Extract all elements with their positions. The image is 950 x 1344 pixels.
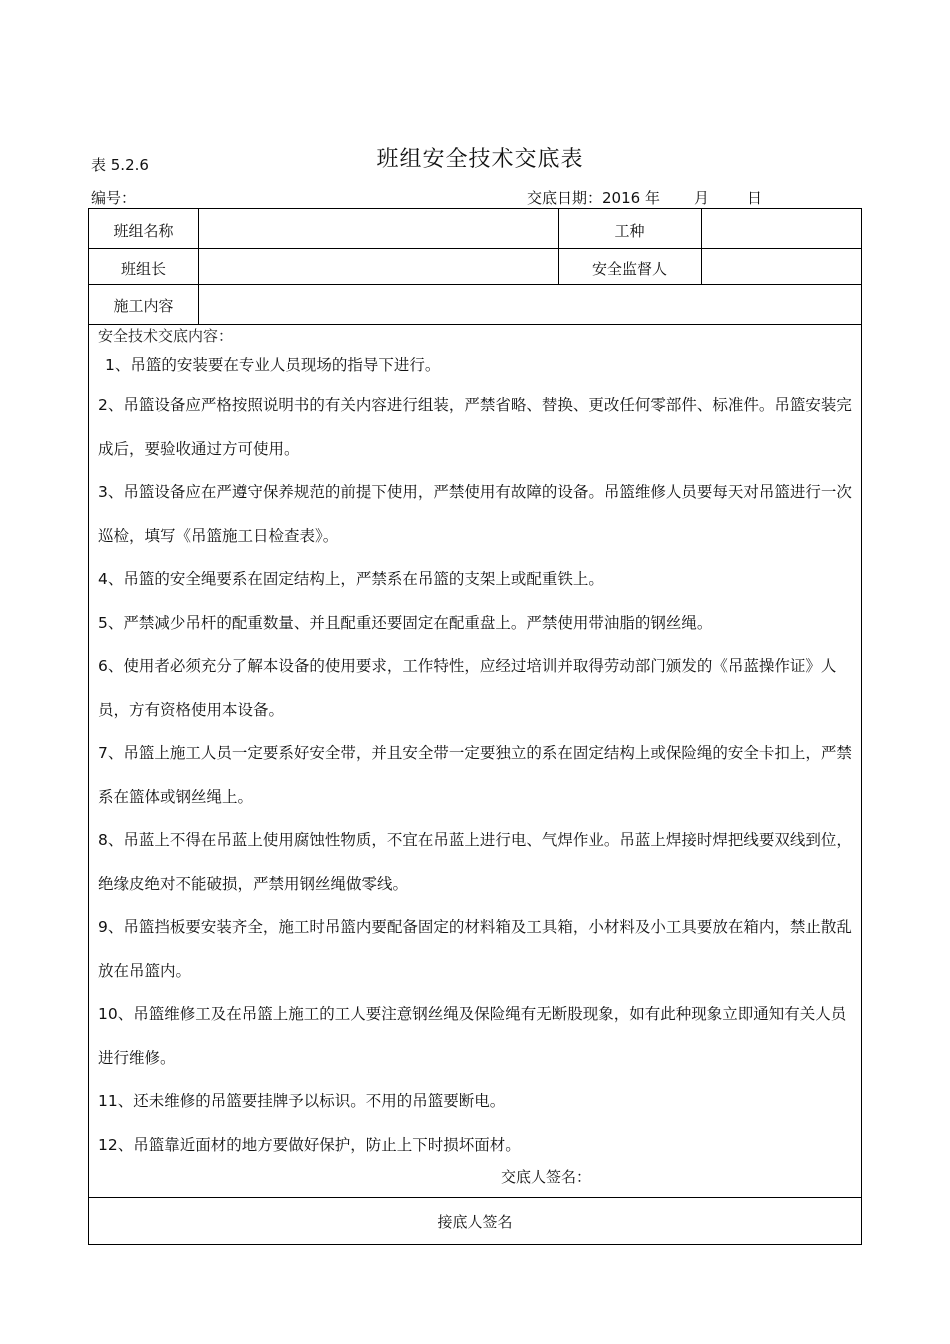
list-item: 5、严禁减少吊杆的配重数量、并且配重还要固定在配重盘上。严禁使用带油脂的钢丝绳。 <box>98 613 713 632</box>
list-item: 9、吊篮挡板要安装齐全，施工时吊篮内要配备固定的材料箱及工具箱，小材料及小工具要放在箱内，禁止散乱放在吊篮内。 <box>98 918 852 980</box>
work-content-field[interactable] <box>199 285 860 324</box>
serial-number-label: 编号： <box>91 189 137 207</box>
list-item: 11、还未维修的吊篮要挂牌予以标识。不用的吊篮要断电。 <box>98 1092 506 1110</box>
supervisor-label: 安全监督人 <box>591 260 667 278</box>
trade-label: 工种 <box>614 222 645 240</box>
briefing-content <box>98 326 854 1167</box>
content-heading: 安全技术交底内容： <box>98 327 234 345</box>
row-divider <box>89 324 861 325</box>
row-divider <box>89 1197 861 1198</box>
supervisor-field[interactable] <box>702 249 860 284</box>
month-label: 月 <box>693 189 709 207</box>
trade-field[interactable] <box>702 209 860 248</box>
list-item: 2、吊篮设备应严格按照说明书的有关内容进行组装，严禁省略、替换、更改任何零部件、标准件。吊篮安装完成后，要验收通过方可使用。 <box>98 396 852 458</box>
table-number: 表 5.2.6 <box>91 156 149 174</box>
team-name-field[interactable] <box>199 209 557 248</box>
list-item: 3、吊篮设备应在严遵守保养规范的前提下使用，严禁使用有故障的设备。吊篮维修人员要每天对吊篮进行一次巡检，填写《吊篮施工日检查表》。 <box>98 483 852 545</box>
giver-signature-label: 交底人签名： <box>501 1168 592 1186</box>
list-item: 10、吊篮维修工及在吊篮上施工的工人要注意钢丝绳及保险绳有无断股现象，如有此种现象立即通知有关人员进行维修。 <box>98 1005 847 1067</box>
team-leader-label: 班组长 <box>120 260 166 278</box>
work-content-label: 施工内容 <box>113 297 174 315</box>
briefing-form-table <box>88 208 862 1245</box>
page-title: 班组安全技术交底表 <box>376 147 584 172</box>
list-item: 6、使用者必须充分了解本设备的使用要求，工作特性，应经过培训并取得劳动部门颁发的《吊蓝操作证》人员，方有资格使用本设备。 <box>98 657 837 719</box>
date-label: 交底日期：2016 年 <box>527 189 660 207</box>
team-name-label: 班组名称 <box>113 222 174 240</box>
receiver-signature-label: 接底人签名 <box>437 1213 513 1231</box>
list-item: 8、吊蓝上不得在吊蓝上使用腐蚀性物质，不宜在吊蓝上进行电、气焊作业。吊蓝上焊接时焊把线要双线到位，绝缘皮绝对不能破损，严禁用钢丝绳做零线。 <box>98 831 852 893</box>
list-item: 4、吊篮的安全绳要系在固定结构上，严禁系在吊篮的支架上或配重铁上。 <box>98 570 604 588</box>
list-item: 1、吊篮的安装要在专业人员现场的指导下进行。 <box>105 356 441 374</box>
team-leader-field[interactable] <box>199 249 557 284</box>
list-item: 12、吊篮靠近面材的地方要做好保护，防止上下时损坏面材。 <box>98 1135 521 1154</box>
date-line <box>527 187 762 208</box>
day-label: 日 <box>746 189 762 207</box>
list-item: 7、吊篮上施工人员一定要系好安全带，并且安全带一定要独立的系在固定结构上或保险绳的安全卡扣上，严禁系在篮体或钢丝绳上。 <box>98 744 852 806</box>
